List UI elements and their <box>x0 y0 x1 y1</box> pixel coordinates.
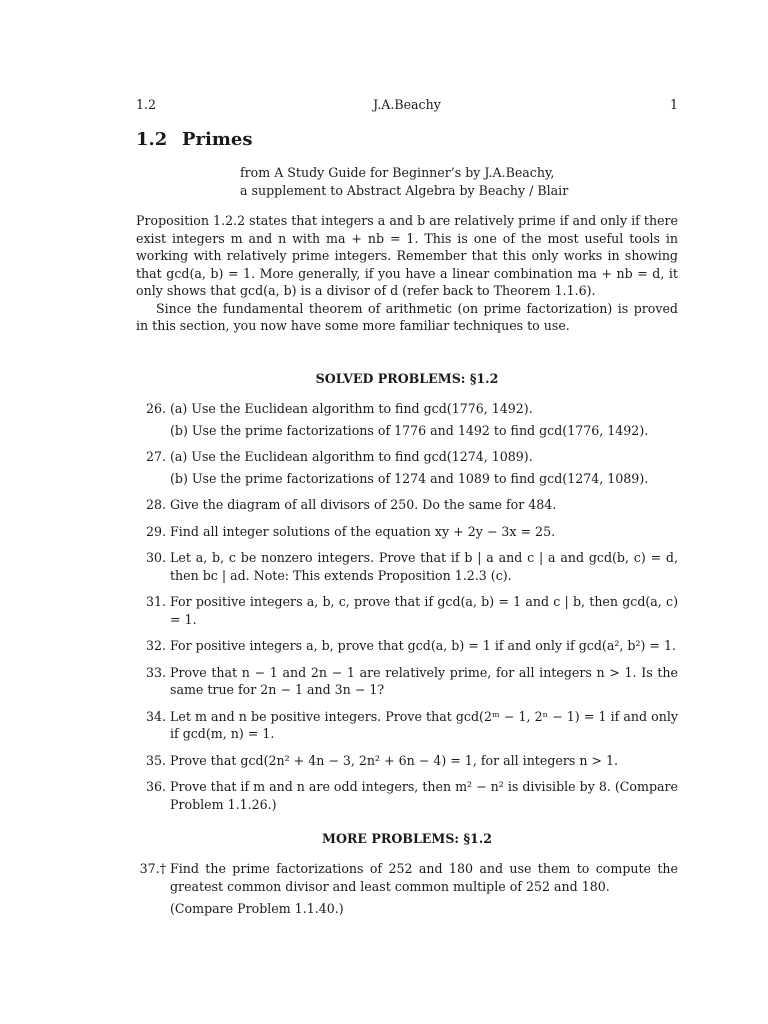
running-head-section: 1.2 <box>136 97 157 112</box>
section-number: 1.2 <box>136 129 168 150</box>
section-title <box>136 128 253 152</box>
running-head <box>136 96 678 114</box>
problem-number: 33. <box>145 664 166 680</box>
problem-number: 26. <box>145 401 166 416</box>
problem-number: 29. <box>145 523 166 539</box>
problem-item <box>136 523 678 541</box>
more-problems-list <box>136 860 678 927</box>
problem-text: Let m and n be positive integers. Prove that gcd(2ᵐ − 1, 2ⁿ − 1) = 1 if and only if gcd(m, n) = 1. <box>170 708 678 741</box>
problem-text: Prove that n − 1 and 2n − 1 are relatively prime, for all integers n > 1. Is the same true for 2n − 1 and 3n − 1? <box>170 664 678 697</box>
problem-text: Prove that if m and n are odd integers, then m² − n² is divisible by 8. (Compare Problem 1.1.26.) <box>170 779 678 812</box>
problem-item <box>136 664 678 699</box>
problem-text: (a) Use the Euclidean algorithm to find gcd(1776, 1492). <box>170 401 533 416</box>
section-name: Primes <box>182 129 253 150</box>
problem-note: (Compare Problem 1.1.40.) <box>170 901 344 916</box>
problem-number: 31. <box>145 594 166 609</box>
problem-item <box>136 400 678 439</box>
problem-number: 32. <box>145 638 166 653</box>
problem-item <box>136 860 678 918</box>
problem-text: Find all integer solutions of the equation xy + 2y − 3x = 25. <box>170 523 556 539</box>
problem-text: Let a, b, c be nonzero integers. Prove that if b | a and c | a and gcd(b, c) = d, then bc | ad. Note: This extends Proposition 1.2.3 (c). <box>170 550 678 583</box>
problem-text: (b) Use the prime factorizations of 1776 and 1492 to find gcd(1776, 1492). <box>170 422 649 438</box>
byline <box>240 164 640 200</box>
problem-number: 28. <box>145 497 166 512</box>
problem-item <box>136 708 678 743</box>
more-problems-heading: MORE PROBLEMS: §1.2 <box>322 831 492 846</box>
page-number: 1 <box>669 97 678 112</box>
problem-item <box>136 752 678 770</box>
intro-paragraph-1: Proposition 1.2.2 states that integers a and b are relatively prime if and only if there exist integers m and n with ma + nb = 1. This is one of the most useful tools in working with relatively prime integers. Remember that this only works in showing that gcd(a, b) = 1. More generally, if you have a linear combination ma + nb = d, it only shows that gcd(a, b) is a divisor of d (refer back to Theorem 1.1.6). <box>136 213 678 298</box>
problem-number: 36. <box>145 779 166 794</box>
problem-number: 34. <box>145 708 166 724</box>
running-head-author: J.A.Beachy <box>373 97 441 112</box>
problem-text: For positive integers a, b, prove that gcd(a, b) = 1 if and only if gcd(a², b²) = 1. <box>170 638 676 653</box>
problem-number: 37.† <box>139 861 166 876</box>
problem-text: Find the prime factorizations of 252 and 180 and use them to compute the greatest common divisor and least common multiple of 252 and 180. <box>170 861 678 894</box>
problem-item <box>136 496 678 514</box>
solved-problems-list <box>136 400 678 822</box>
intro-text <box>136 212 678 335</box>
problem-item <box>136 448 678 487</box>
problem-text: For positive integers a, b, c, prove that if gcd(a, b) = 1 and c | b, then gcd(a, c) = 1. <box>170 594 678 627</box>
problem-item <box>136 549 678 584</box>
problem-number: 27. <box>145 449 166 464</box>
solved-problems-heading: SOLVED PROBLEMS: §1.2 <box>315 371 499 386</box>
problem-item <box>136 593 678 628</box>
byline-line-1: from A Study Guide for Beginner’s by J.A.Beachy, <box>240 165 555 180</box>
problem-text: (a) Use the Euclidean algorithm to find gcd(1274, 1089). <box>170 449 533 464</box>
problem-item <box>136 778 678 813</box>
problem-number: 35. <box>145 752 166 768</box>
problem-text: Give the diagram of all divisors of 250. Do the same for 484. <box>170 497 557 512</box>
problem-item <box>136 637 678 655</box>
problem-text: (b) Use the prime factorizations of 1274 and 1089 to find gcd(1274, 1089). <box>170 470 649 486</box>
problem-text: Prove that gcd(2n² + 4n − 3, 2n² + 6n − 4) = 1, for all integers n > 1. <box>170 752 619 768</box>
intro-paragraph-2: Since the fundamental theorem of arithmetic (on prime factorization) is proved in this section, you now have some more familiar techniques to use. <box>136 300 678 333</box>
problem-number: 30. <box>145 550 166 565</box>
byline-line-2: a supplement to Abstract Algebra by Beachy / Blair <box>240 183 569 198</box>
